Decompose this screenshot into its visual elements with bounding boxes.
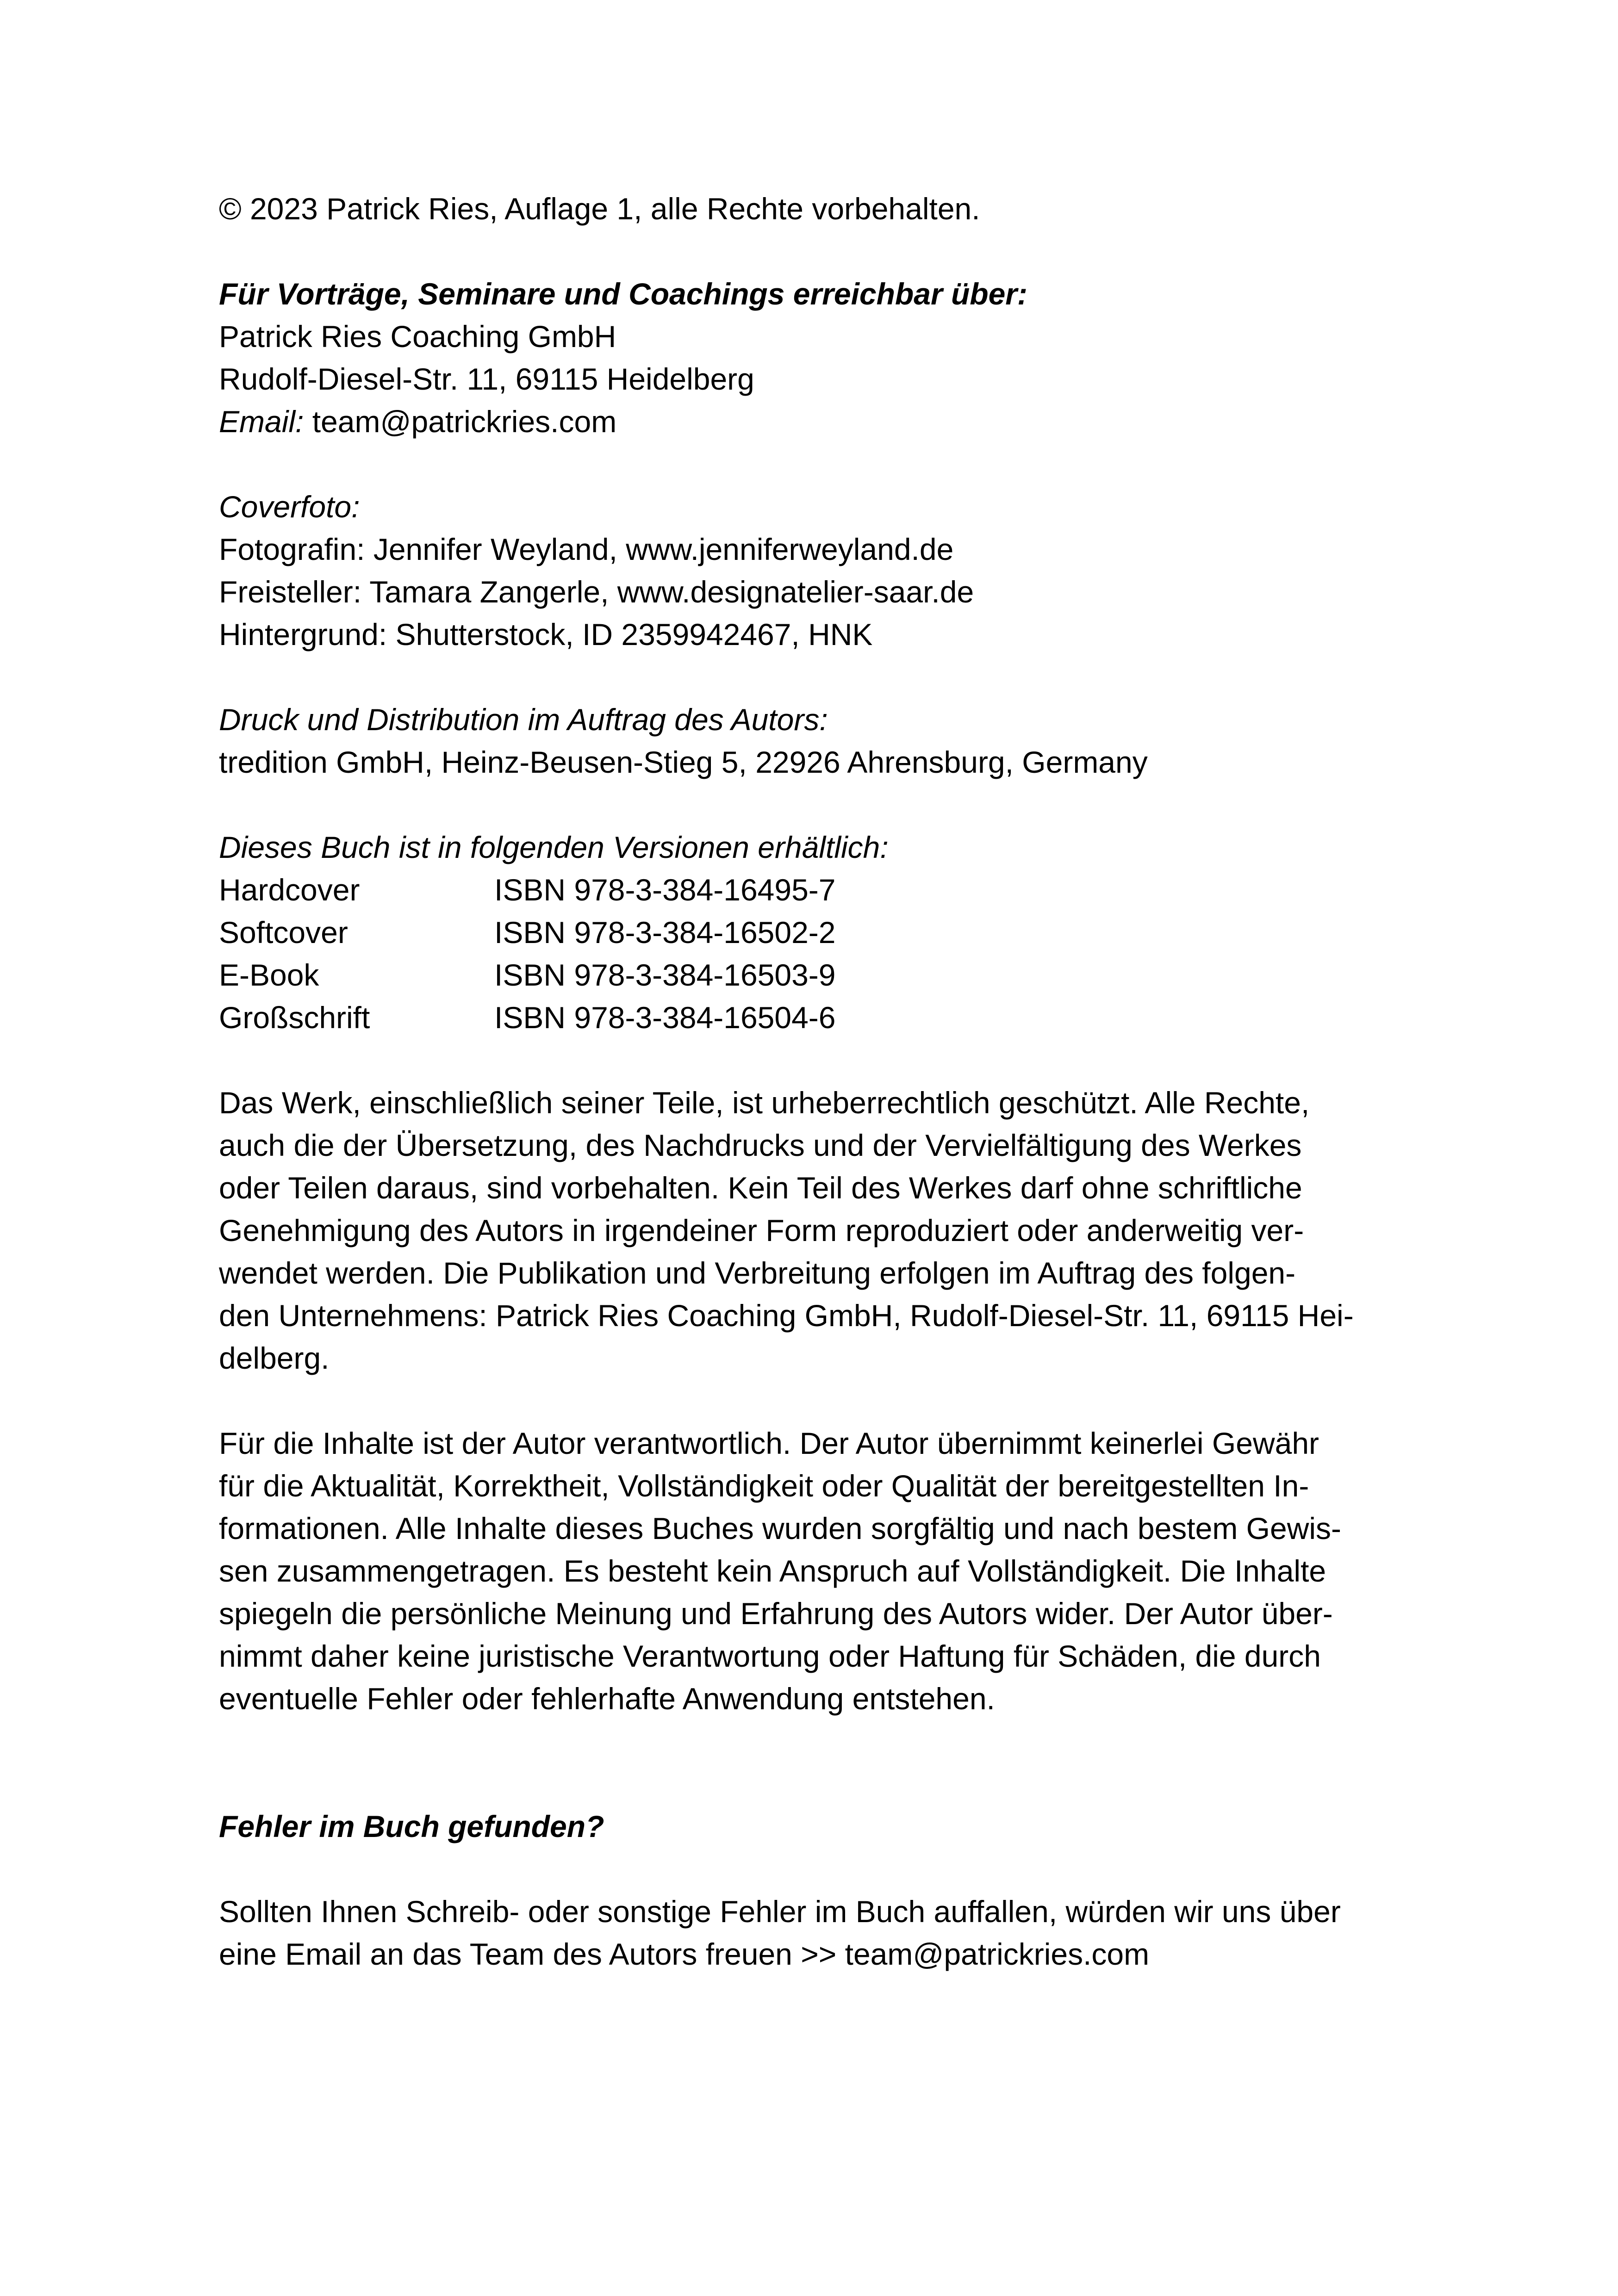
version-format: Hardcover — [219, 873, 360, 907]
version-row — [219, 996, 1422, 1039]
distribution-heading: Druck und Distribution im Auftrag des Autors: — [219, 702, 828, 737]
paragraph-line: Das Werk, einschließlich seiner Teile, ist urheberrechtlich geschützt. Alle Rechte, — [219, 1086, 1310, 1120]
version-row — [219, 869, 1422, 911]
paragraph-line: formationen. Alle Inhalte dieses Buches wurden sorgfältig und nach bestem Gewis- — [219, 1511, 1342, 1545]
spacer — [219, 783, 1422, 826]
paragraph-line: auch die der Übersetzung, des Nachdrucks und der Vervielfältigung des Werkes — [219, 1128, 1302, 1162]
paragraph-line: Genehmigung des Autors in irgendeiner Form reproduziert oder anderweitig ver- — [219, 1213, 1304, 1247]
version-isbn: ISBN 978-3-384-16504-6 — [494, 1000, 836, 1035]
paragraph-line: nimmt daher keine juristische Verantwortung oder Haftung für Schäden, die durch — [219, 1639, 1321, 1673]
version-isbn: ISBN 978-3-384-16502-2 — [494, 915, 836, 949]
errors-line: eine Email an das Team des Autors freuen >> team@patrickries.com — [219, 1937, 1150, 1971]
errors-heading: Fehler im Buch gefunden? — [219, 1809, 604, 1843]
paragraph-line: oder Teilen daraus, sind vorbehalten. Kein Teil des Werkes darf ohne schriftliche — [219, 1171, 1302, 1205]
cover-background: Hintergrund: Shutterstock, ID 2359942467, HNK — [219, 617, 873, 652]
spacer — [219, 443, 1422, 485]
cover-photographer: Fotografin: Jennifer Weyland, www.jenniferweyland.de — [219, 532, 954, 566]
disclaimer-paragraph — [219, 1422, 1422, 1720]
paragraph-line: delberg. — [219, 1341, 330, 1375]
contact-email-line — [219, 400, 1422, 443]
version-row — [219, 911, 1422, 954]
spacer — [219, 656, 1422, 698]
versions-heading: Dieses Buch ist in folgenden Versionen erhältlich: — [219, 830, 889, 864]
cover-cutout: Freisteller: Tamara Zangerle, www.designatelier-saar.de — [219, 575, 974, 609]
errors-line: Sollten Ihnen Schreib- oder sonstige Fehler im Buch auffallen, würden wir uns über — [219, 1894, 1341, 1929]
contact-address: Rudolf-Diesel-Str. 11, 69115 Heidelberg — [219, 362, 754, 396]
version-format: Softcover — [219, 915, 348, 949]
copyright-notice-paragraph — [219, 1081, 1422, 1379]
spacer — [219, 1379, 1422, 1422]
spacer — [219, 1720, 1422, 1805]
paragraph-line: Für die Inhalte ist der Autor verantwortlich. Der Autor übernimmt keinerlei Gewähr — [219, 1426, 1319, 1460]
contact-heading: Für Vorträge, Seminare und Coachings erreichbar über: — [219, 277, 1027, 311]
contact-company: Patrick Ries Coaching GmbH — [219, 319, 616, 354]
spacer — [219, 230, 1422, 273]
version-isbn: ISBN 978-3-384-16495-7 — [494, 873, 836, 907]
paragraph-line: spiegeln die persönliche Meinung und Erfahrung des Autors wider. Der Autor über- — [219, 1596, 1333, 1631]
version-isbn: ISBN 978-3-384-16503-9 — [494, 958, 836, 992]
paragraph-line: wendet werden. Die Publikation und Verbreitung erfolgen im Auftrag des folgen- — [219, 1256, 1296, 1290]
paragraph-line: den Unternehmens: Patrick Ries Coaching GmbH, Rudolf-Diesel-Str. 11, 69115 Hei- — [219, 1298, 1354, 1333]
version-row — [219, 954, 1422, 996]
paragraph-line: sen zusammengetragen. Es besteht kein Anspruch auf Vollständigkeit. Die Inhalte — [219, 1554, 1326, 1588]
email-value: team@patrickries.com — [304, 404, 617, 439]
copyright-line: © 2023 Patrick Ries, Auflage 1, alle Rechte vorbehalten. — [219, 192, 980, 226]
cover-heading: Coverfoto: — [219, 490, 360, 524]
version-format: E-Book — [219, 958, 319, 992]
version-format: Großschrift — [219, 1000, 370, 1035]
paragraph-line: eventuelle Fehler oder fehlerhafte Anwendung entstehen. — [219, 1682, 995, 1716]
paragraph-line: für die Aktualität, Korrektheit, Vollständigkeit oder Qualität der bereitgestellten In- — [219, 1469, 1309, 1503]
imprint-page — [219, 187, 1422, 1975]
email-label: Email: — [219, 404, 304, 439]
spacer — [219, 1039, 1422, 1081]
spacer — [219, 1848, 1422, 1890]
distribution-text: tredition GmbH, Heinz-Beusen-Stieg 5, 22926 Ahrensburg, Germany — [219, 745, 1148, 779]
